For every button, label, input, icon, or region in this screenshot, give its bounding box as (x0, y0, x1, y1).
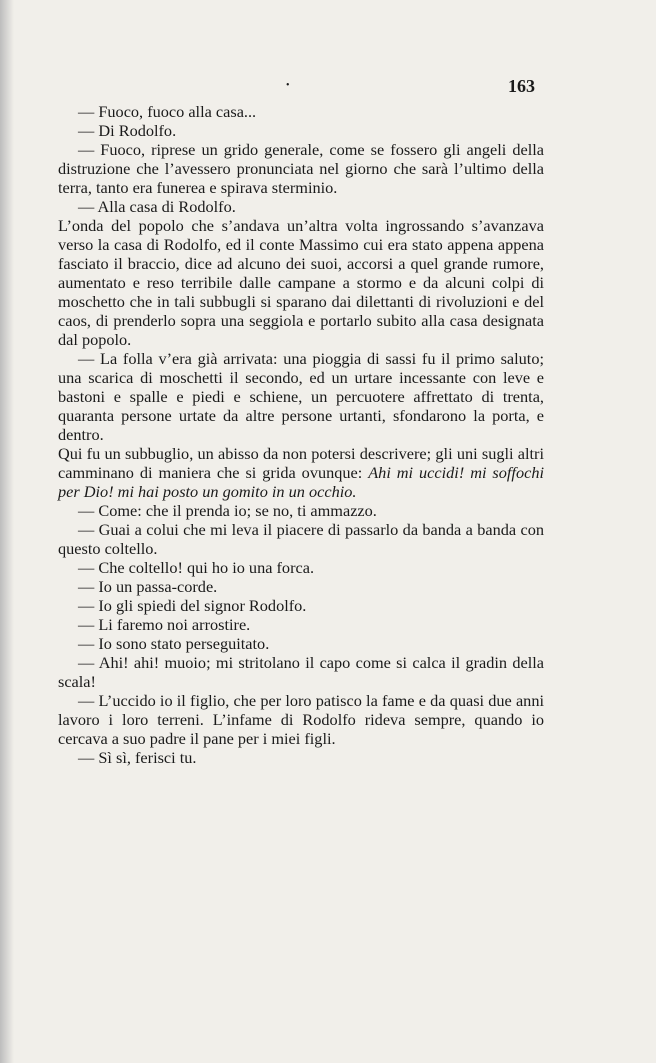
paragraph: — Ahi! ahi! muoio; mi stritolano il capo come si calca il gradin della scala! (58, 653, 544, 691)
paragraph: — Fuoco, riprese un grido generale, come se fossero gli angeli della distruzione che l’avessero pronunciata nel giorno che sarà l’ultimo della terra, tanto era funerea e spirava sterminio. (58, 140, 544, 197)
italic-exclamation: Ahi mi uccidi! mi soffochi per Dio! mi hai posto un gomito in un occhio. (58, 463, 544, 501)
paragraph: — Guai a colui che mi leva il piacere di passarlo da banda a banda con questo coltello. (58, 520, 544, 558)
paragraph: — Io sono stato perseguitato. (78, 634, 270, 653)
paragraph: — Io un passa-corde. (78, 577, 218, 596)
paragraph (58, 444, 544, 501)
paragraph: — Di Rodolfo. (78, 121, 177, 140)
paragraph-text: Qui fu un subbuglio, un abisso da non potersi descrivere; gli uni sugli altri camminano di maniera che si grida ovunque: (58, 444, 544, 482)
paragraph: — L’uccido io il figlio, che per loro patisco la fame e da quasi due anni lavoro i loro terreni. L’infame di Rodolfo rideva sempre, quando io cercava a suo padre il pane per i miei figli. (58, 691, 544, 748)
paragraph: L’onda del popolo che s’andava un’altra volta ingrossando s’avanzava verso la casa di Rodolfo, ed il conte Massimo cui era stato appena appena fasciato il braccio, dice ad alcuno dei suoi, accorsi a quel grande rumore, aumentato e reso terribile dalle campane a stormo e da alcuni colpi di moschetto che in tali subbugli si sparano dai dilettanti di rivoluzioni e del caos, di prenderlo sopra una seggiola e portarlo subito alla casa designata dal popolo. (58, 216, 544, 349)
paragraph: — La folla v’era già arrivata: una pioggia di sassi fu il primo saluto; una scarica di moschetti il secondo, ed un urtare incessante con leve e bastoni e spalle e piedi e schiene, un percuotere affrettato di trenta, quaranta persone urtate da altre persone urtanti, sfondarono la porta, e dentro. (58, 349, 544, 444)
paragraph: — Io gli spiedi del signor Rodolfo. (78, 596, 307, 615)
body-text (58, 102, 544, 767)
paragraph: — Alla casa di Rodolfo. (78, 197, 236, 216)
page-gutter-shadow (0, 0, 14, 1063)
paragraph: — Sì sì, ferisci tu. (78, 748, 197, 767)
paragraph: — Li faremo noi arrostire. (78, 615, 251, 634)
paragraph: — Fuoco, fuoco alla casa... (78, 102, 257, 121)
printer-mark: • (286, 80, 290, 91)
page-number: 163 (508, 76, 535, 96)
paragraph: — Che coltello! qui ho io una forca. (78, 558, 315, 577)
paragraph: — Come: che il prenda io; se no, ti ammazzo. (78, 501, 377, 520)
